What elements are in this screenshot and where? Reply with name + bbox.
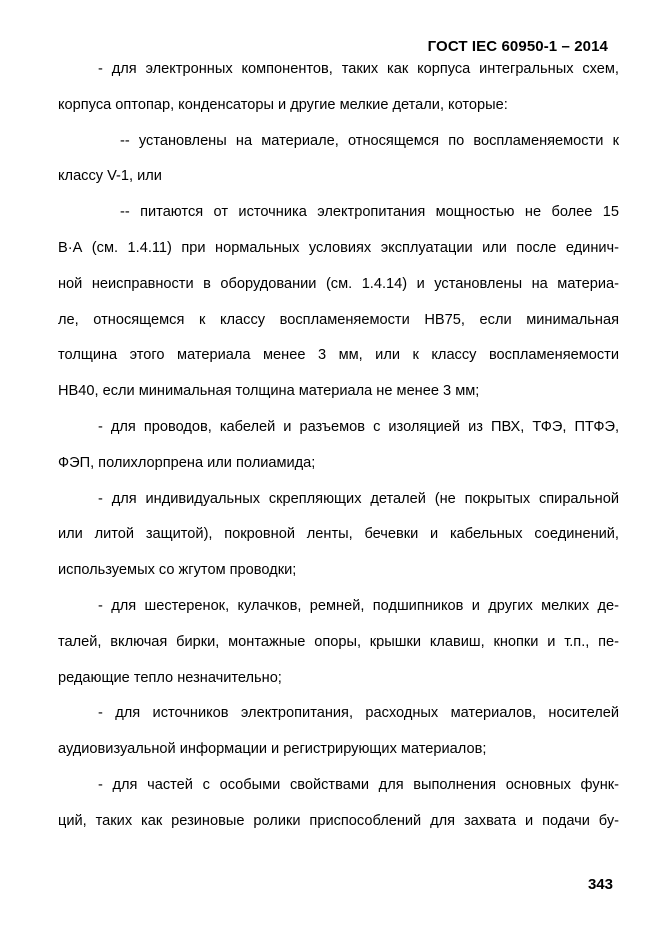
text-line: ле, относящемся к классу воспламеняемости НВ75, если минимальная [58, 311, 619, 328]
text-line: аудиовизуальной информации и регистрирующих материалов; [58, 741, 487, 758]
text-line: ФЭП, полихлорпрена или полиамида; [58, 454, 316, 471]
text-line: или литой защитой), покровной ленты, бечевки и кабельных соединений, [58, 526, 619, 543]
text-line: -- питаются от источника электропитания мощностью не более 15 [120, 204, 619, 221]
text-line: ной неисправности в оборудовании (см. 1.4.14) и установлены на материа- [58, 275, 619, 292]
text-line: - для шестеренок, кулачков, ремней, подшипников и других мелких де- [98, 597, 619, 614]
text-line: НВ40, если минимальная толщина материала не менее 3 мм; [58, 383, 480, 400]
text-line: - для источников электропитания, расходных материалов, носителей [98, 705, 619, 722]
text-line: В·А (см. 1.4.11) при нормальных условиях эксплуатации или после единич- [58, 239, 619, 256]
document-header: ГОСТ IEC 60950-1 – 2014 [427, 38, 608, 55]
text-line: толщина этого материала менее 3 мм, или к классу воспламеняемости [58, 347, 619, 364]
body-text [58, 52, 619, 840]
text-line: корпуса оптопар, конденсаторы и другие мелкие детали, которые: [58, 96, 508, 113]
text-line: - для проводов, кабелей и разъемов с изоляцией из ПВХ, ТФЭ, ПТФЭ, [98, 418, 619, 435]
text-line: -- установлены на материале, относящемся по воспламеняемости к [120, 132, 619, 149]
text-line: - для индивидуальных скрепляющих деталей (не покрытых спиральной [98, 490, 619, 507]
text-line: талей, включая бирки, монтажные опоры, крышки клавиш, кнопки и т.п., пе- [58, 633, 619, 650]
text-line: редающие тепло незначительно; [58, 669, 282, 686]
text-line: ций, таких как резиновые ролики приспособлений для захвата и подачи бу- [58, 812, 619, 829]
text-line: - для частей с особыми свойствами для выполнения основных функ- [98, 776, 619, 793]
text-line: классу V-1, или [58, 168, 162, 185]
text-line: - для электронных компонентов, таких как корпуса интегральных схем, [98, 61, 619, 77]
page-number: 343 [587, 876, 613, 893]
text-line: используемых со жгутом проводки; [58, 562, 297, 579]
